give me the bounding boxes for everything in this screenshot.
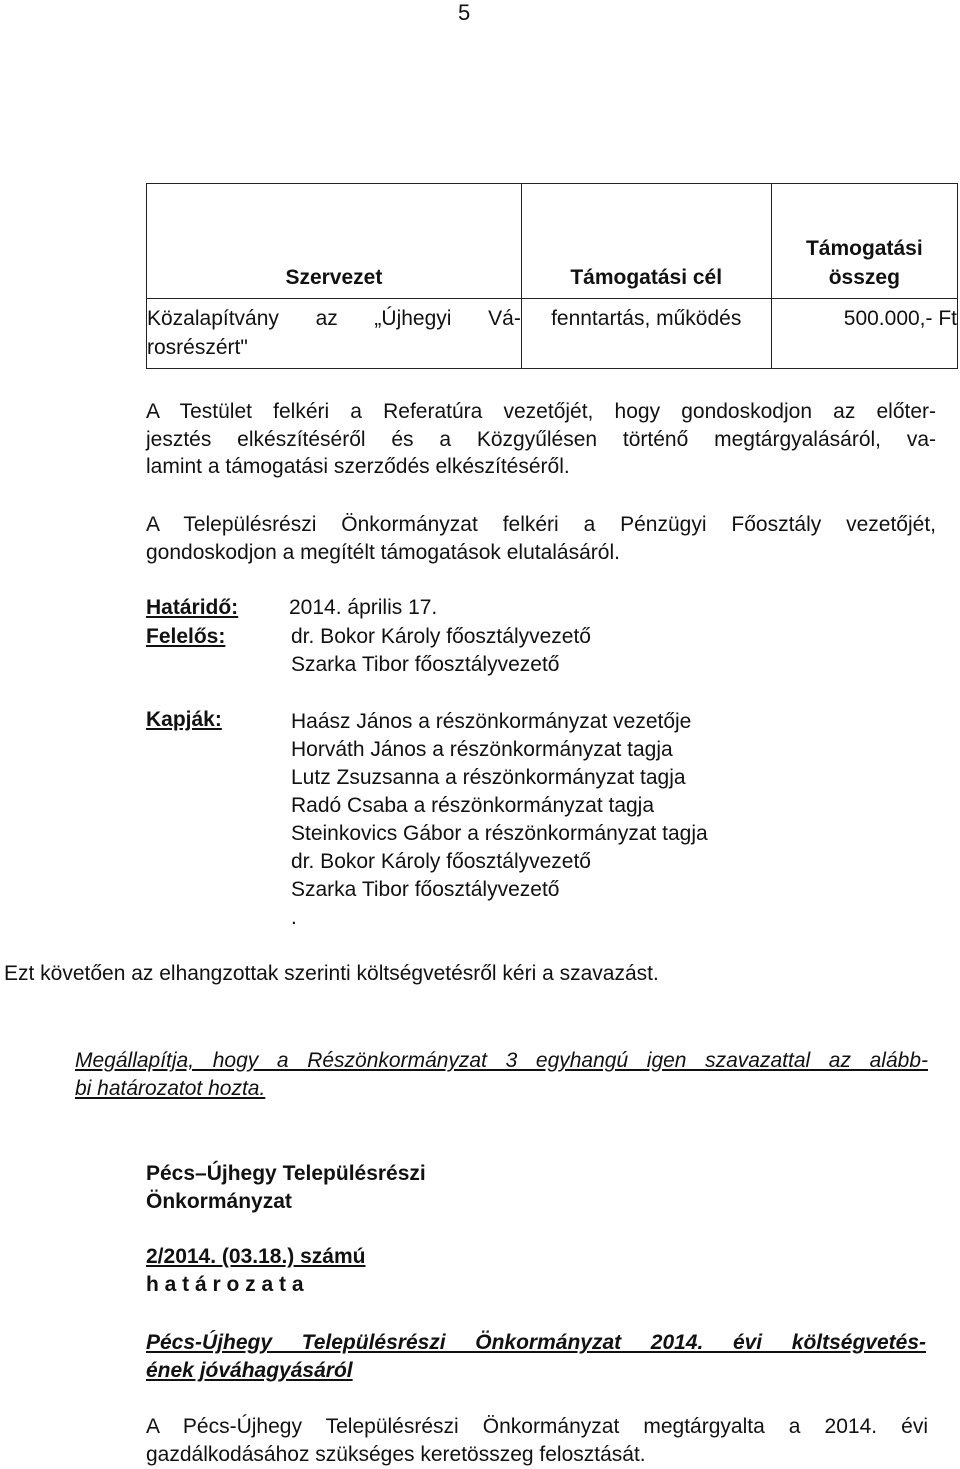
header-amount-line2: összeg xyxy=(828,266,900,289)
recipient-item: Haász János a részönkormányzat vezetője xyxy=(291,710,692,733)
recipients-label: Kapják: xyxy=(146,708,222,731)
recipient-item: Steinkovics Gábor a részönkormányzat tagja xyxy=(291,822,708,845)
recipient-item: Lutz Zsuzsanna a részönkormányzat tagja xyxy=(291,766,686,789)
paragraph2-line2: gondoskodjon a megítélt támogatások elutalásáról. xyxy=(146,540,620,564)
header-amount xyxy=(771,184,957,299)
paragraph-referatura xyxy=(146,398,936,481)
responsible-person: Szarka Tibor főosztályvezető xyxy=(291,653,560,676)
paragraph2-line1: A Településrészi Önkormányzat felkéri a Pénzügyi Főosztály vezetőjét, xyxy=(146,513,936,536)
recipient-item: Horváth János a részönkormányzat tagja xyxy=(291,738,673,761)
header-organization: Szervezet xyxy=(147,184,522,299)
body-name-line1: Pécs–Újhegy Településrészi xyxy=(146,1162,426,1185)
finding-paragraph xyxy=(75,1047,928,1102)
recipient-item: . xyxy=(291,906,297,929)
header-purpose: Támogatási cél xyxy=(521,184,771,299)
recipient-item: Szarka Tibor főosztályvezető xyxy=(291,878,560,901)
finding-line1: Megállapítja, hogy a Részönkormányzat 3 egyhangú igen szavazattal az alább- xyxy=(75,1049,928,1072)
resolution-title-line1: Pécs-Újhegy Településrészi Önkormányzat 2014. évi költségvetés- xyxy=(146,1331,926,1354)
resolution-text-line1: A Pécs-Újhegy Településrészi Önkormányzat megtárgyalta a 2014. évi xyxy=(146,1415,928,1438)
responsible-person: dr. Bokor Károly főosztályvezető xyxy=(291,625,591,648)
page-number: 5 xyxy=(458,0,471,25)
resolution-title xyxy=(146,1329,926,1384)
table-row xyxy=(147,299,958,369)
deadline-value: 2014. április 17. xyxy=(289,596,438,619)
resolution-word: h a t á r o z a t a xyxy=(146,1273,304,1296)
header-amount-line1: Támogatási xyxy=(805,237,923,260)
vote-request: Ezt követően az elhangzottak szerinti költségvetésről kéri a szavazást. xyxy=(4,962,659,985)
resolution-number: 2/2014. (03.18.) számú xyxy=(146,1245,366,1268)
resolution-title-line2: ének jóváhagyásáról xyxy=(146,1358,353,1382)
paragraph1-line1: A Testület felkéri a Referatúra vezetőjét, hogy gondoskodjon az előter- xyxy=(146,400,936,423)
body-name xyxy=(146,1160,426,1216)
organization-line2: rosrészért" xyxy=(147,336,248,359)
resolution-text xyxy=(146,1413,928,1468)
paragraph-finance xyxy=(146,511,936,566)
recipient-item: Radó Csaba a részönkormányzat tagja xyxy=(291,794,655,817)
cell-organization xyxy=(147,299,522,369)
paragraph1-line2: jesztés elkészítéséről és a Közgyűlésen történő megtárgyalásáról, va- xyxy=(146,427,936,451)
cell-purpose: fenntartás, működés xyxy=(521,299,771,369)
recipient-item: dr. Bokor Károly főosztályvezető xyxy=(291,850,591,873)
cell-amount: 500.000,- Ft xyxy=(771,299,957,369)
finding-line2: bi határozatot hozta. xyxy=(75,1076,266,1100)
deadline-label: Határidő: xyxy=(146,596,239,619)
organization-line1: Közalapítvány az „Újhegyi Vá- xyxy=(147,307,521,330)
paragraph1-line3: lamint a támogatási szerződés elkészítéséről. xyxy=(146,455,570,478)
table-header-row xyxy=(147,184,958,299)
grant-table xyxy=(146,183,958,369)
responsible-label: Felelős: xyxy=(146,625,226,648)
body-name-line2: Önkormányzat xyxy=(146,1190,292,1213)
resolution-text-line2: gazdálkodásához szükséges keretösszeg felosztását. xyxy=(146,1442,646,1466)
